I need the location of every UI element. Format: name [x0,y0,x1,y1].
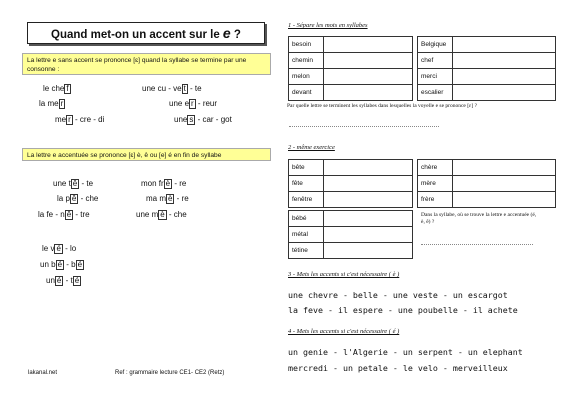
word-cell: chef [418,53,453,69]
answer-cell[interactable] [453,192,556,208]
footer-ref: Ref : grammaire lecture CE1- CE2 (Retz) [115,370,225,376]
word-2: une cu - ve t - te [142,84,202,93]
answer-line[interactable] [421,244,533,245]
rule-box-1: La lettre e sans accent se prononce [ɛ] quand la syllabe se termine par une consonne : [22,53,271,75]
answer-cell[interactable] [324,211,413,227]
answer-cell[interactable] [324,176,413,192]
word-1: le che f [43,84,69,93]
section-1-table-left [288,36,413,101]
word-4: une e r - reur [169,99,218,108]
rule-box-2: La lettre e accentuée se prononce [ɛ] è, ê ou [e] é en fin de syllabe [22,148,271,161]
section-2-heading: 2 - même exercice [288,144,335,151]
word-cell: Belgique [418,37,453,53]
accent-word-4: ma m è - re [146,194,189,203]
exercise-line: la feve - il espere - une poubelle - il achete [288,305,518,315]
word-cell: bébé [289,211,324,227]
answer-cell[interactable] [324,37,413,53]
page-title: Quand met-on un accent sur le e ? [27,22,265,44]
section-1-heading: 1 - Sépare les mots en syllabes [288,22,368,29]
word-cell: merci [418,69,453,85]
word-cell: frère [418,192,453,208]
answer-cell[interactable] [324,85,413,101]
accent-word-1: une t ê - te [53,179,94,188]
answer-line[interactable] [289,126,439,127]
section-4-heading: 4 - Mets les accents si c'est nécessaire ( é ) [288,328,400,335]
accent-word-9: un é - t é [46,276,80,285]
exercise-line: un genie - l'Algerie - un serpent - un elephant [288,347,523,357]
footer-source: lakanal.net [28,370,58,376]
word-cell: besoin [289,37,324,53]
answer-cell[interactable] [324,53,413,69]
word-cell: métal [289,227,324,243]
word-cell: mère [418,176,453,192]
answer-cell[interactable] [324,227,413,243]
exercise-line: mercredi - un petale - le velo - merveilleux [288,363,508,373]
word-cell: escalier [418,85,453,101]
word-cell: chemin [289,53,324,69]
section-1-question: Par quelle lettre se terminent les syllabes dans lesquelles la voyelle e se prononce [ɛ] ? [287,103,478,109]
word-5: me r - cre - di [55,115,105,124]
accent-word-7: le v é - lo [42,244,77,253]
word-cell: fête [289,176,324,192]
accent-word-6: une m è - che [136,210,187,219]
section-2-table-right [417,159,556,208]
answer-cell[interactable] [324,243,413,259]
word-cell: fenêtre [289,192,324,208]
section-3-heading: 3 - Mets les accents si c'est nécessaire ( è ) [288,271,400,278]
accent-word-3: la p ê - che [57,194,99,203]
section-2-table-bottom [288,210,413,259]
answer-cell[interactable] [324,192,413,208]
accent-word-2: mon fr è - re [141,179,187,188]
section-2-question: Dans la syllabe, où se trouve la lettre e accentuée (é, è, ê) ? [421,212,537,225]
answer-cell[interactable] [453,53,556,69]
word-cell: tétine [289,243,324,259]
accent-word-5: la fe - n ê - tre [38,210,90,219]
answer-cell[interactable] [324,160,413,176]
section-2-table-left [288,159,413,208]
word-cell: devant [289,85,324,101]
answer-cell[interactable] [453,176,556,192]
word-3: la me r [39,99,64,108]
exercise-line: une chevre - belle - une veste - un escargot [288,290,508,300]
word-cell: bête [289,160,324,176]
word-cell: chère [418,160,453,176]
section-1-table-right [417,36,556,101]
answer-cell[interactable] [324,69,413,85]
word-6: une s - car - got [174,115,232,124]
answer-cell[interactable] [453,85,556,101]
answer-cell[interactable] [453,160,556,176]
answer-cell[interactable] [453,37,556,53]
word-cell: melon [289,69,324,85]
answer-cell[interactable] [453,69,556,85]
accent-word-8: un b é - b é [40,260,83,269]
